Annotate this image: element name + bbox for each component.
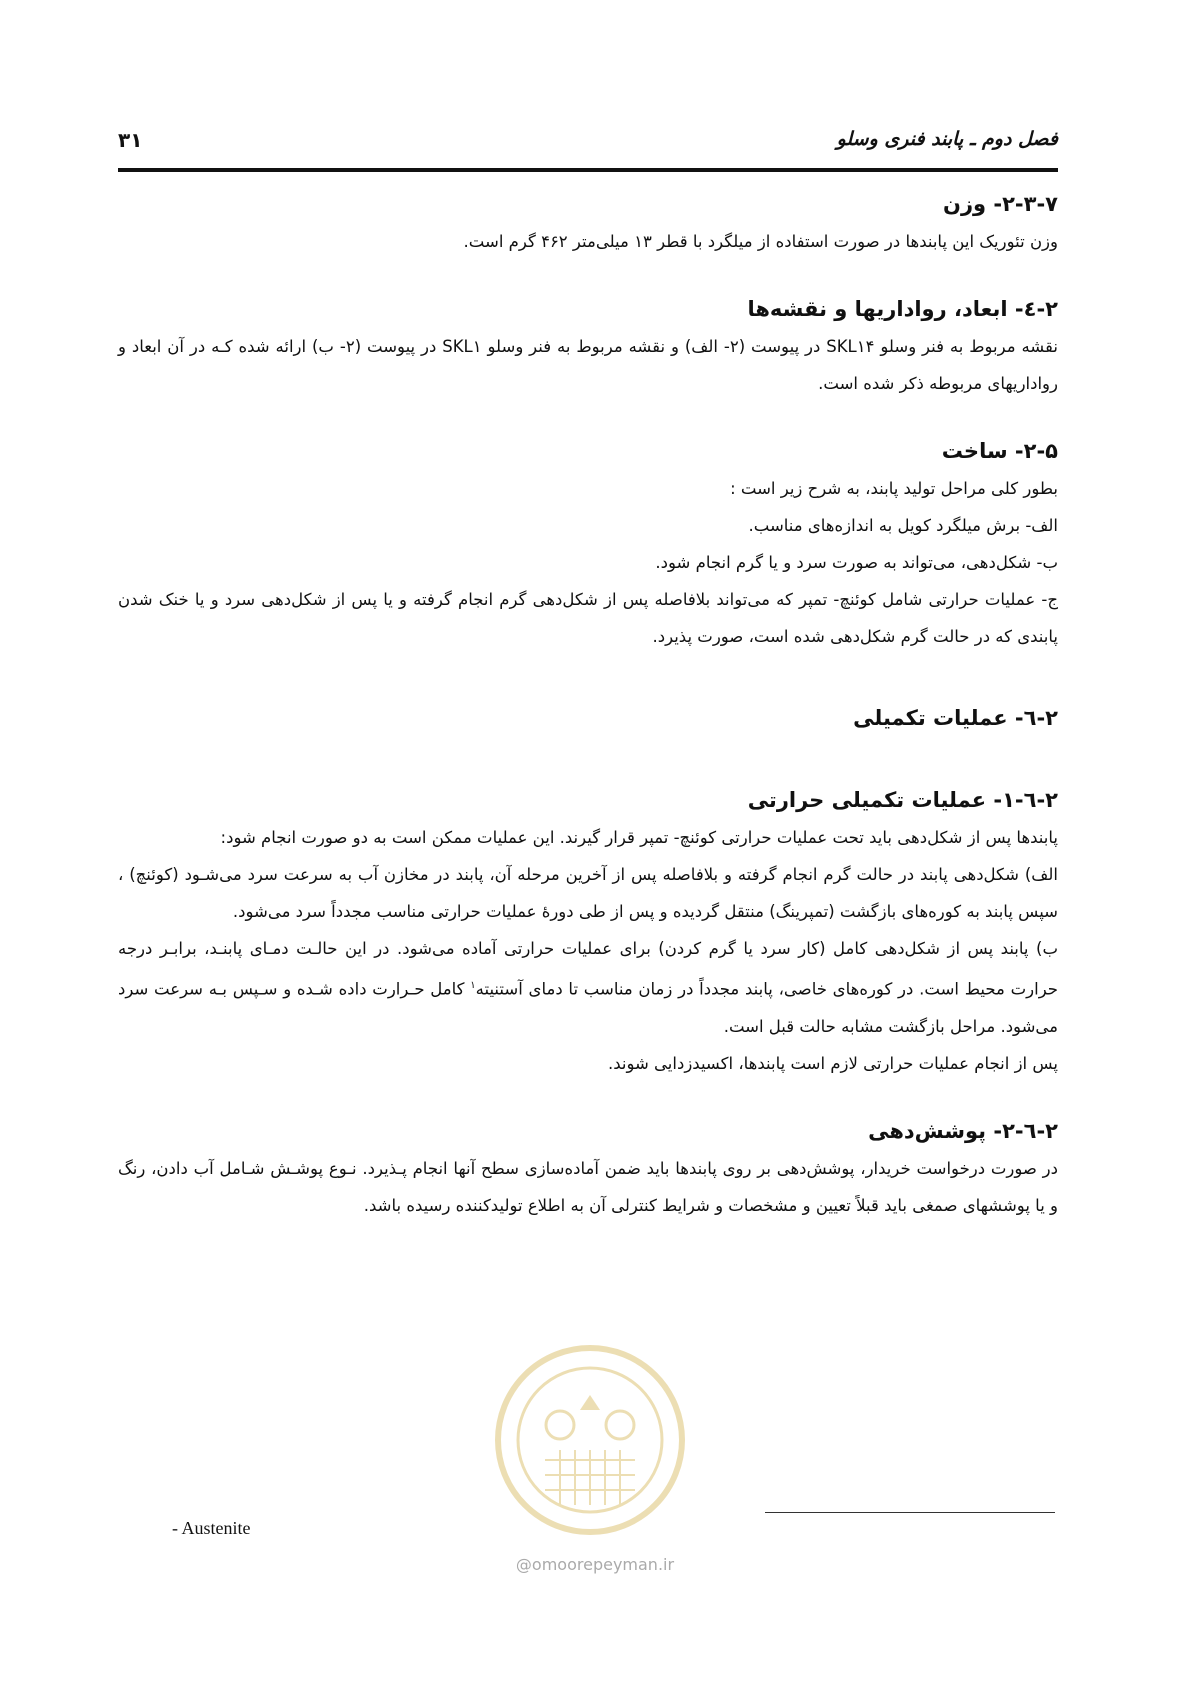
- footnote: - Austenite: [172, 1518, 251, 1538]
- paragraph: بطور کلی مراحل تولید پابند، به شرح زیر است :: [730, 479, 1058, 498]
- paragraph: وزن تئوریک این پابندها در صورت استفاده از میلگرد با قطر ۱۳ میلی‌متر ۴۶۲ گرم است.: [463, 232, 1058, 251]
- watermark-url: @omoorepeyman.ir: [515, 1555, 675, 1574]
- heading-2-6-1: ۲-٦-۱- عملیات تکمیلی حرارتی: [747, 788, 1058, 812]
- paragraph-part: ب) پابند پس از شکل‌دهی کامل (کار سرد یا گرم کردن) برای عملیات حرارتی آماده می‌شود. در این حالـت دمـای پابنـد، برابـر درجه حرارت محیط است. در کوره‌های خاصی، پابند مجدداً در زمان مناسب تا دمای آستنیته: [118, 939, 1058, 999]
- paragraph: در صورت درخواست خریدار، پوشش‌دهی بر روی پابندها باید ضمن آماده‌سازی سطح آنها انجام پـذیرد. نـوع پوشـش شـامل آب دادن، رنگ و یا پوششهای صمغی باید قبلاً تعیین و مشخصات و شرایط کنترلی آن به اطلاع تولیدکننده رسیده باشد.: [118, 1158, 1058, 1215]
- heading-2-5: ۲-۵- ساخت: [941, 439, 1058, 463]
- paragraph: الف) شکل‌دهی پابند در حالت گرم انجام گرفته و بلافاصله پس از آخرین مرحله آن، پابند در مخازن آب به سرعت سرد می‌شـود (کوئنچ) ، سپس پابند به کوره‌های بازگشت (تمپرینگ) منتقل گردیده و پس از طی دورهٔ عملیات حرارتی مناسب مجدداً سرد می‌شود.: [118, 865, 1058, 921]
- list-item: الف- برش میلگرد کویل به اندازه‌های مناسب.: [748, 516, 1058, 535]
- heading-2-3-7: ۲-۳-۷- وزن: [943, 192, 1058, 216]
- footnote-ref: ۱: [470, 980, 476, 991]
- heading-2-6-2: ۲-٦-۲- پوشش‌دهی: [868, 1118, 1058, 1143]
- paragraph-part: کامل حـرارت داده شـده و سـپس بـه سرعت سرد می‌شود. مراحل بازگشت مشابه حالت قبل است.: [118, 979, 1058, 1036]
- main-content: [118, 185, 1058, 1224]
- header-rule: [118, 168, 1058, 172]
- watermark-seal-icon: [490, 1340, 690, 1540]
- paragraph: پابندها پس از شکل‌دهی باید تحت عملیات حرارتی کوئنچ- تمپر قرار گیرند. این عملیات ممکن است به دو صورت انجام شود:: [220, 828, 1058, 847]
- page-header: [118, 128, 1058, 158]
- heading-2-4: ۲-٤- ابعاد، رواداریها و نقشه‌ها: [747, 297, 1058, 321]
- paragraph: نقشه مربوط به فنر وسلو SKL۱۴ در پیوست (۲- الف) و نقشه مربوط به فنر وسلو SKL۱ در پیوست (۲- ب) ارائه شده کـه در آن ابعاد و رواداریهای مربوطه ذکر شده است.: [118, 337, 1058, 393]
- list-item: ج- عملیات حرارتی شامل کوئنچ- تمپر که می‌تواند بلافاصله پس از شکل‌دهی گرم انجام گرفته و یا پس از شکل‌دهی سرد و یا خنک شدن پابندی که در حالت گرم شکل‌دهی شده است، صورت پذیرد.: [118, 590, 1058, 646]
- page-number: ۳۱: [118, 128, 143, 152]
- list-item: ب- شکل‌دهی، می‌تواند به صورت سرد و یا گرم انجام شود.: [655, 553, 1058, 572]
- chapter-title: فصل دوم ـ پابند فنری وسلو: [836, 128, 1058, 150]
- paragraph: [118, 930, 1058, 1045]
- heading-2-6: ۲-٦- عملیات تکمیلی: [853, 706, 1058, 730]
- footnote-rule: [765, 1512, 1055, 1513]
- paragraph: پس از انجام عملیات حرارتی لازم است پابندها، اکسیدزدایی شوند.: [607, 1053, 1058, 1073]
